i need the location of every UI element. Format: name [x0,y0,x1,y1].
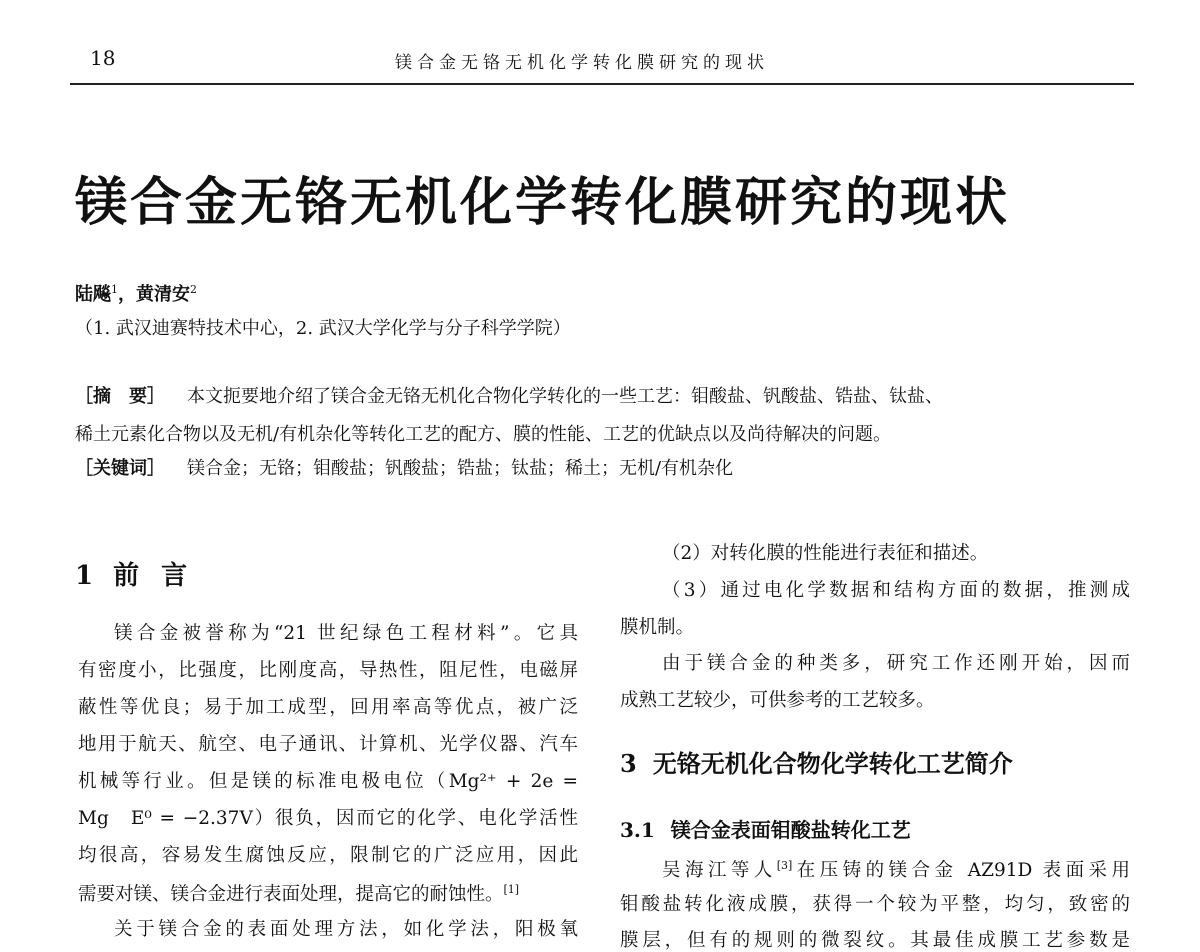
abstract-text: 稀土元素化合物以及无机/有机杂化等转化工艺的配方、膜的性能、工艺的优缺点以及尚待解决的问题。 [75,424,892,445]
subsection-heading-3-1 [620,814,911,843]
author-separator: ， [118,284,136,305]
abstract-text: 本文扼要地介绍了镁合金无铬无机化合物化学转化的一些工艺：钼酸盐、钒酸盐、锆盐、钛盐、 [187,386,943,407]
author-name: 陆飚 [75,284,111,305]
keywords-line [75,454,733,480]
paragraph-line: 地用于航天、航空、电子通讯、计算机、光学仪器、汽车 [78,734,578,755]
author-name: 黄清安 [136,284,190,305]
paragraph-line [662,860,1130,881]
paragraph-line: 成熟工艺较少，可供参考的工艺较多。 [620,690,935,711]
paragraph-line: Mg E⁰ = −2.37V）很负，因而它的化学、电化学活性 [78,808,578,829]
running-title: 镁合金无铬无机化学转化膜研究的现状 [395,53,769,73]
paragraph-line: 膜机制。 [620,617,695,638]
section-heading-1 [75,555,209,592]
paragraph-line: （2）对转化膜的性能进行表征和描述。 [662,543,989,564]
section-number: 1 [75,561,94,591]
page-number: 18 [90,46,116,70]
paragraph-line [78,884,578,905]
paragraph-line: 钼酸盐转化液成膜，获得一个较为平整，均匀，致密的 [620,894,1130,915]
paragraph-text: 吴海江等人 [662,860,777,882]
keywords-label: ［关键词］ [75,458,165,479]
affiliation: （1. 武汉迪赛特技术中心，2. 武汉大学化学与分子科学学院） [75,318,571,339]
paragraph-line: 蔽性等优良；易于加工成型，回用率高等优点，被广泛 [78,697,578,718]
article-title: 镁合金无铬无机化学转化膜研究的现状 [75,172,1011,233]
subsection-number: 3.1 [620,818,655,842]
section-number: 3 [620,749,637,778]
section-heading-3 [620,744,1013,779]
paragraph-line: 均很高，容易发生腐蚀反应，限制它的广泛应用，因此 [78,845,578,866]
keywords-text: 镁合金；无铬；钼酸盐；钒酸盐；锆盐；钛盐；稀土；无机/有机杂化 [187,458,734,479]
paragraph-line: 由于镁合金的种类多，研究工作还刚开始，因而 [662,653,1130,674]
paragraph-line: （3）通过电化学数据和结构方面的数据，推测成 [662,580,1130,601]
author-line [75,280,197,306]
citation-ref: [3] [776,859,793,872]
section-title: 无铬无机化合物化学转化工艺简介 [652,749,1013,778]
author-affil-mark: 1 [111,283,118,296]
subsection-title: 镁合金表面钼酸盐转化工艺 [670,818,911,842]
abstract-label: ［摘 要］ [75,386,165,407]
citation-ref: [1] [503,883,520,896]
paragraph-line: 镁合金被誉称为“21 世纪绿色工程材料”。它具 [114,623,578,644]
paragraph-line: 膜层，但有的规则的微裂纹。其最佳成膜工艺参数是 [620,930,1130,951]
paragraph-line: 机械等行业。但是镁的标准电极电位（Mg²⁺ + 2e = [78,771,578,792]
header-rule [70,83,1134,85]
author-affil-mark: 2 [190,283,197,296]
paragraph-text: 需要对镁、镁合金进行表面处理，提高它的耐蚀性。 [78,884,504,906]
section-title: 前言 [113,561,210,591]
paragraph-text: 在压铸的镁合金 AZ91D 表面采用 [792,860,1130,882]
abstract-line [75,382,943,408]
paragraph-line: 有密度小，比强度，比刚度高，导热性，阻尼性，电磁屏 [78,660,578,681]
paragraph-line: 关于镁合金的表面处理方法，如化学法，阳极氧 [114,919,578,940]
